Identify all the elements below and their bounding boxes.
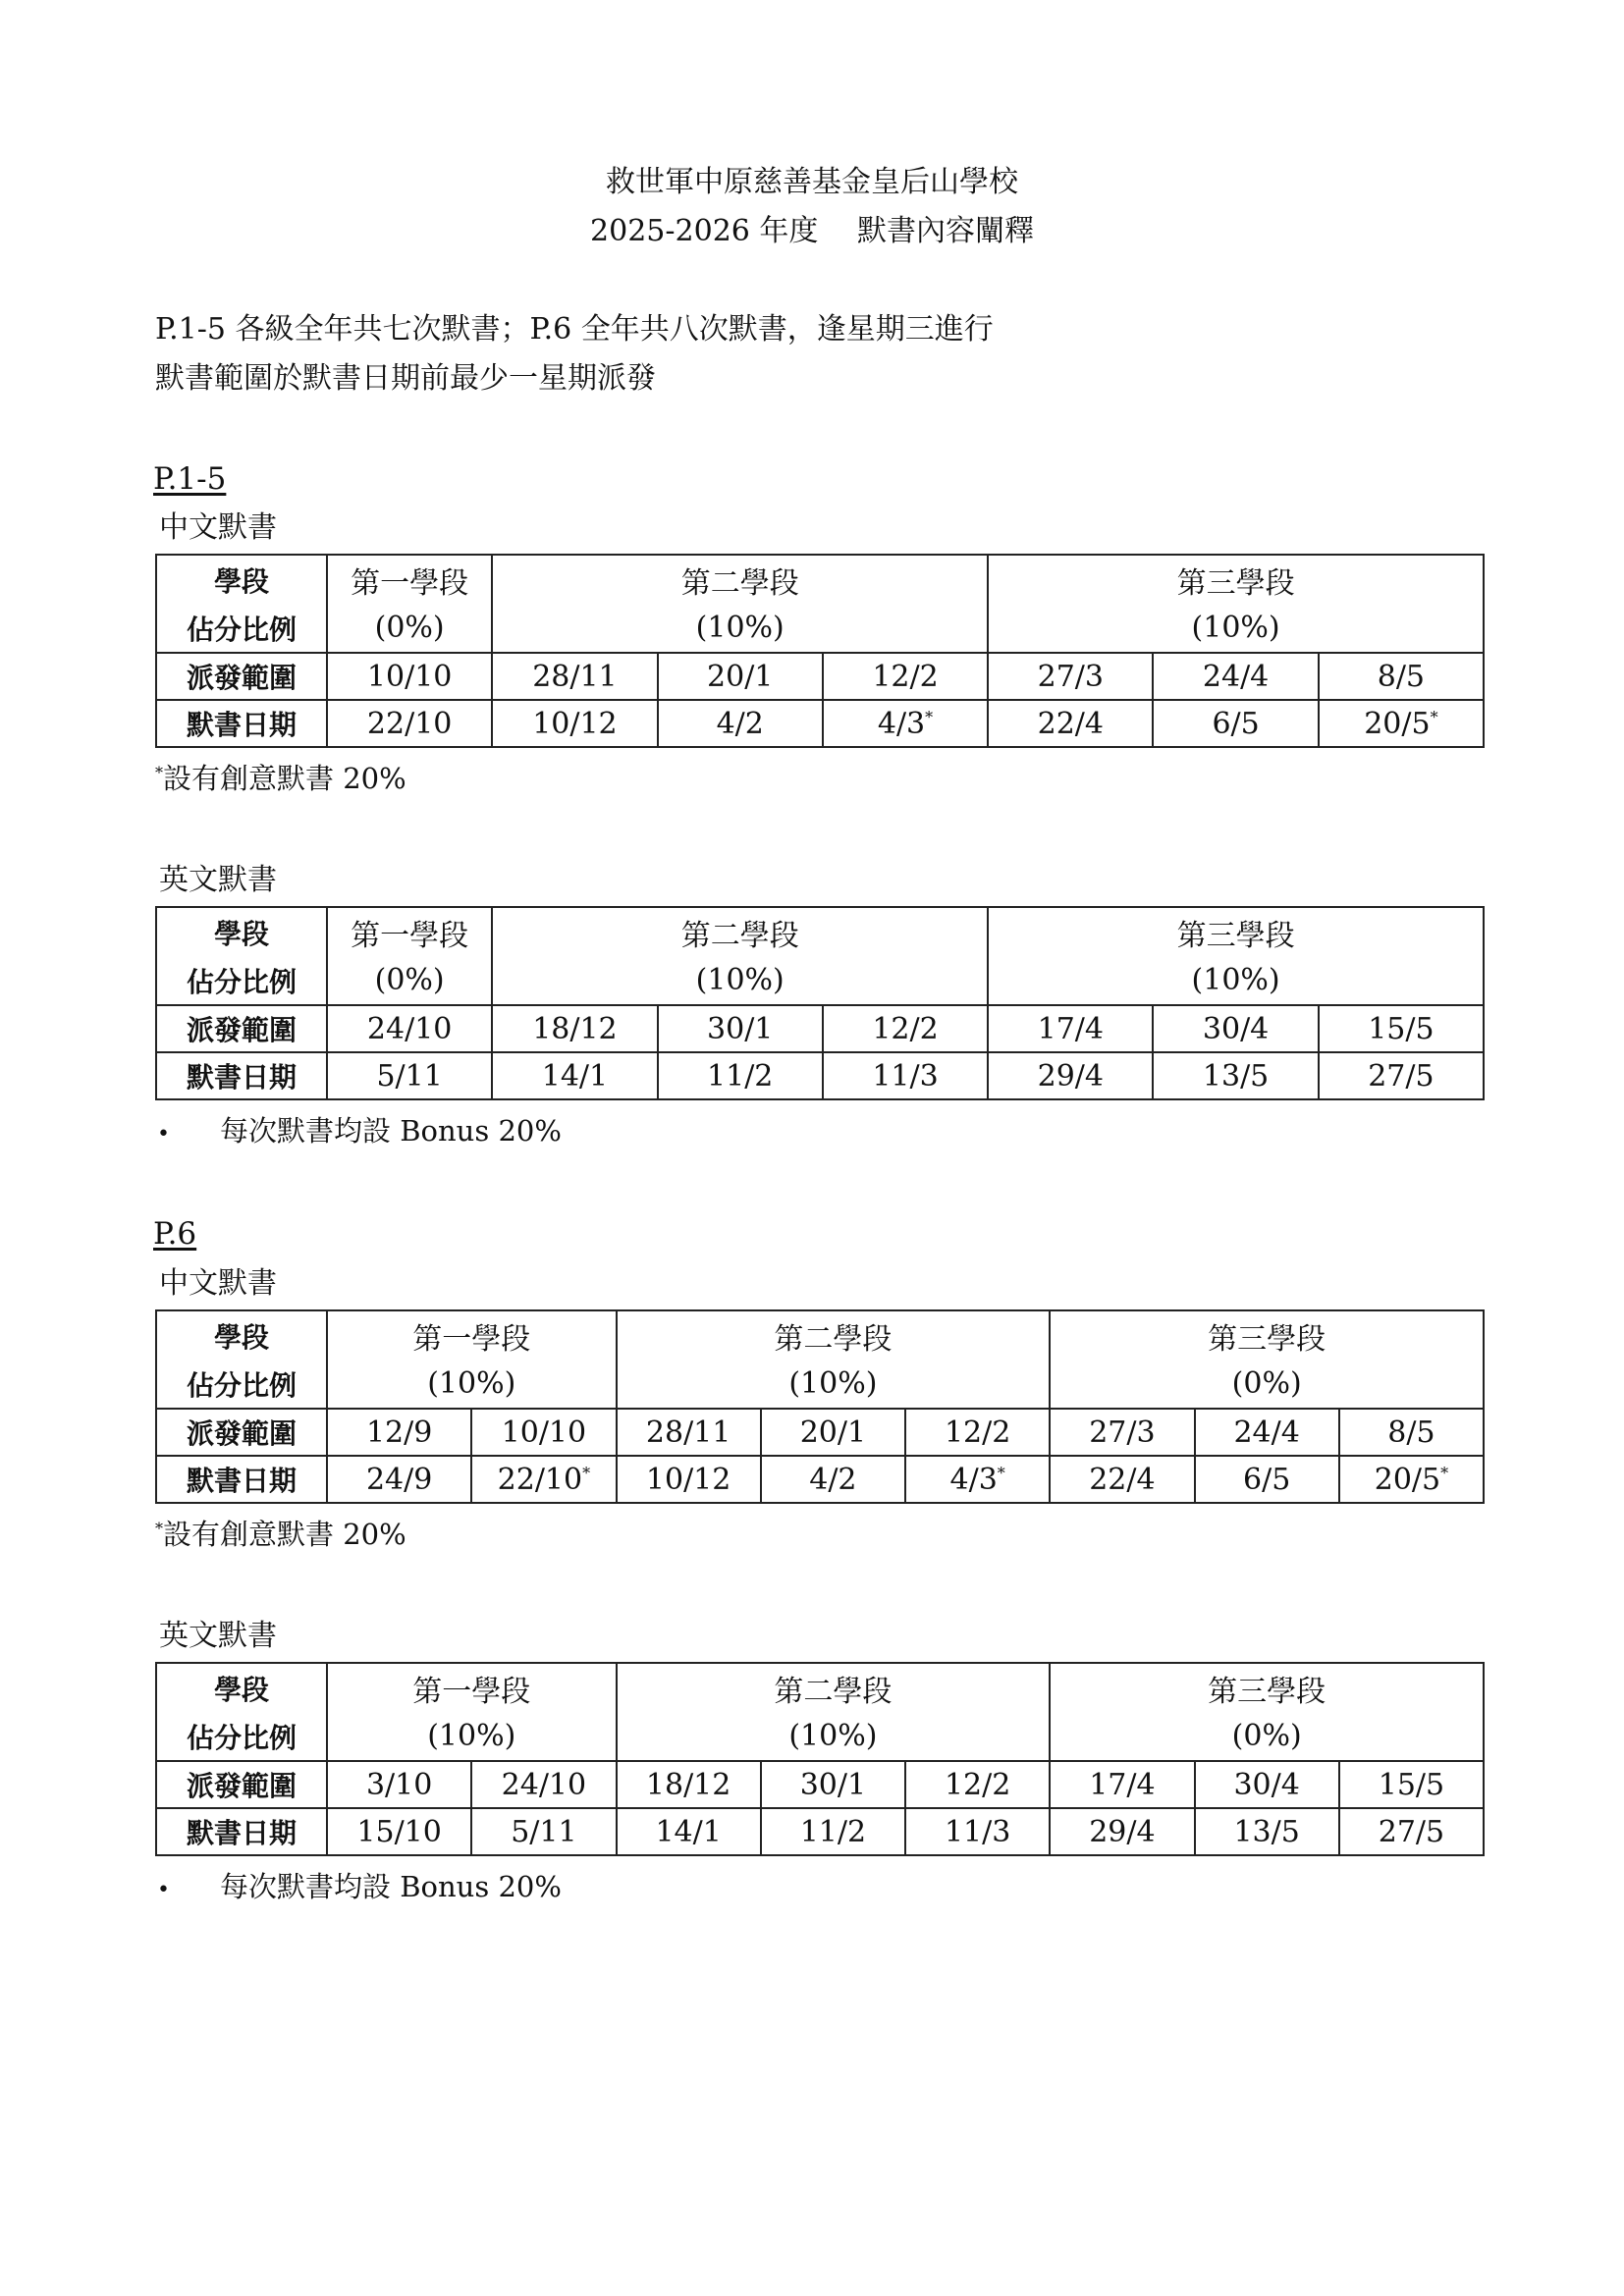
issue-date-cell: 30/1 bbox=[658, 1005, 823, 1052]
bonus-note: • 每次默書均設 Bonus 20% bbox=[157, 1867, 562, 1910]
dictation-date-cell: 13/5 bbox=[1195, 1808, 1339, 1855]
subject-heading-p6-chinese: 中文默書 bbox=[159, 1266, 277, 1301]
footnote-creative: *設有創意默書 20% bbox=[155, 1518, 406, 1551]
dictation-row bbox=[156, 1052, 1484, 1099]
term-row bbox=[156, 1663, 1484, 1712]
dictation-date-cell: 4/3* bbox=[823, 700, 988, 747]
dictation-date-cell: 4/3* bbox=[905, 1456, 1050, 1503]
dictation-date-cell: 10/12 bbox=[617, 1456, 761, 1503]
weight-row bbox=[156, 604, 1484, 653]
issue-row bbox=[156, 1005, 1484, 1052]
dictation-date-cell: 5/11 bbox=[327, 1052, 492, 1099]
term-weight: (10%) bbox=[617, 1360, 1051, 1409]
creative-marker: * bbox=[1440, 1463, 1449, 1482]
dictation-row bbox=[156, 1456, 1484, 1503]
issue-date-cell: 30/1 bbox=[761, 1761, 905, 1808]
dictation-date-cell: 24/9 bbox=[327, 1456, 471, 1503]
dictation-row bbox=[156, 700, 1484, 747]
issue-date-cell: 27/3 bbox=[1050, 1409, 1194, 1456]
subject-heading-p1-5-chinese: 中文默書 bbox=[159, 510, 277, 545]
dictation-date-cell: 10/12 bbox=[492, 700, 657, 747]
issue-date-cell: 10/10 bbox=[471, 1409, 616, 1456]
row-label-issue: 派發範圍 bbox=[156, 1761, 327, 1808]
dictation-date-cell: 4/2 bbox=[658, 700, 823, 747]
dictation-date-cell: 5/11 bbox=[471, 1808, 616, 1855]
row-label-date: 默書日期 bbox=[156, 700, 327, 747]
row-label-issue: 派發範圍 bbox=[156, 653, 327, 700]
schedule-table bbox=[155, 1309, 1485, 1504]
dictation-date-cell: 29/4 bbox=[1050, 1808, 1194, 1855]
dictation-date-cell: 11/3 bbox=[905, 1808, 1050, 1855]
issue-date-cell: 24/10 bbox=[471, 1761, 616, 1808]
term-name: 第一學段 bbox=[327, 555, 492, 604]
dictation-row bbox=[156, 1808, 1484, 1855]
dictation-date-cell: 22/10* bbox=[471, 1456, 616, 1503]
row-label-weight: 佔分比例 bbox=[156, 1360, 327, 1409]
issue-row bbox=[156, 1409, 1484, 1456]
bonus-note: • 每次默書均設 Bonus 20% bbox=[157, 1111, 562, 1154]
issue-date-cell: 30/4 bbox=[1153, 1005, 1318, 1052]
term-name: 第二學段 bbox=[617, 1663, 1051, 1712]
creative-marker: * bbox=[925, 707, 934, 726]
issue-date-cell: 24/4 bbox=[1195, 1409, 1339, 1456]
term-weight: (10%) bbox=[327, 1712, 617, 1761]
issue-row bbox=[156, 653, 1484, 700]
intro-line-1: P.1-5 各級全年共七次默書；P.6 全年共八次默書，逢星期三進行 bbox=[155, 312, 994, 347]
schedule-table bbox=[155, 554, 1485, 748]
row-label-term: 學段 bbox=[156, 907, 327, 956]
issue-date-cell: 3/10 bbox=[327, 1761, 471, 1808]
schedule-table bbox=[155, 1662, 1485, 1856]
issue-date-cell: 28/11 bbox=[617, 1409, 761, 1456]
term-name: 第一學段 bbox=[327, 907, 492, 956]
issue-date-cell: 28/11 bbox=[492, 653, 657, 700]
schedule-table bbox=[155, 906, 1485, 1100]
issue-date-cell: 12/2 bbox=[905, 1409, 1050, 1456]
term-weight: (0%) bbox=[327, 604, 492, 653]
row-label-date: 默書日期 bbox=[156, 1052, 327, 1099]
bullet-icon: • bbox=[157, 1878, 170, 1902]
issue-date-cell: 24/4 bbox=[1153, 653, 1318, 700]
term-weight: (0%) bbox=[1050, 1360, 1484, 1409]
term-weight: (0%) bbox=[327, 956, 492, 1005]
row-label-weight: 佔分比例 bbox=[156, 1712, 327, 1761]
issue-date-cell: 8/5 bbox=[1339, 1409, 1484, 1456]
dictation-date-cell: 22/4 bbox=[988, 700, 1153, 747]
dictation-date-cell: 11/3 bbox=[823, 1052, 988, 1099]
weight-row bbox=[156, 1360, 1484, 1409]
bullet-icon: • bbox=[157, 1122, 170, 1147]
term-weight: (10%) bbox=[327, 1360, 617, 1409]
dictation-date-cell: 11/2 bbox=[658, 1052, 823, 1099]
term-name: 第三學段 bbox=[988, 555, 1484, 604]
row-label-term: 學段 bbox=[156, 1310, 327, 1360]
term-name: 第二學段 bbox=[492, 555, 988, 604]
issue-date-cell: 15/5 bbox=[1319, 1005, 1484, 1052]
dictation-date-cell: 4/2 bbox=[761, 1456, 905, 1503]
issue-date-cell: 27/3 bbox=[988, 653, 1153, 700]
creative-marker: * bbox=[582, 1463, 591, 1482]
issue-date-cell: 18/12 bbox=[617, 1761, 761, 1808]
term-weight: (10%) bbox=[492, 956, 988, 1005]
dictation-date-cell: 22/4 bbox=[1050, 1456, 1194, 1503]
term-row bbox=[156, 1310, 1484, 1360]
subject-heading-p6-english: 英文默書 bbox=[159, 1619, 277, 1653]
term-row bbox=[156, 907, 1484, 956]
term-name: 第三學段 bbox=[1050, 1663, 1484, 1712]
term-weight: (10%) bbox=[492, 604, 988, 653]
issue-row bbox=[156, 1761, 1484, 1808]
dictation-date-cell: 14/1 bbox=[492, 1052, 657, 1099]
issue-date-cell: 10/10 bbox=[327, 653, 492, 700]
dictation-date-cell: 29/4 bbox=[988, 1052, 1153, 1099]
grade-heading-p6: P.6 bbox=[153, 1216, 197, 1252]
dictation-date-cell: 6/5 bbox=[1153, 700, 1318, 747]
issue-date-cell: 24/10 bbox=[327, 1005, 492, 1052]
weight-row bbox=[156, 956, 1484, 1005]
term-weight: (10%) bbox=[617, 1712, 1051, 1761]
dictation-date-cell: 14/1 bbox=[617, 1808, 761, 1855]
dictation-date-cell: 15/10 bbox=[327, 1808, 471, 1855]
term-weight: (0%) bbox=[1050, 1712, 1484, 1761]
dictation-date-cell: 27/5 bbox=[1319, 1052, 1484, 1099]
term-name: 第二學段 bbox=[492, 907, 988, 956]
row-label-weight: 佔分比例 bbox=[156, 956, 327, 1005]
issue-date-cell: 17/4 bbox=[988, 1005, 1153, 1052]
row-label-date: 默書日期 bbox=[156, 1456, 327, 1503]
issue-date-cell: 12/2 bbox=[823, 1005, 988, 1052]
dictation-date-cell: 13/5 bbox=[1153, 1052, 1318, 1099]
term-name: 第三學段 bbox=[988, 907, 1484, 956]
creative-marker: * bbox=[1430, 707, 1438, 726]
subject-heading-p1-5-english: 英文默書 bbox=[159, 863, 277, 897]
dictation-date-cell: 20/5* bbox=[1319, 700, 1484, 747]
term-name: 第二學段 bbox=[617, 1310, 1051, 1360]
term-name: 第一學段 bbox=[327, 1310, 617, 1360]
dictation-date-cell: 27/5 bbox=[1339, 1808, 1484, 1855]
term-name: 第一學段 bbox=[327, 1663, 617, 1712]
weight-row bbox=[156, 1712, 1484, 1761]
row-label-term: 學段 bbox=[156, 555, 327, 604]
creative-marker: * bbox=[997, 1463, 1005, 1482]
school-name: 救世軍中原慈善基金皇后山學校 bbox=[606, 165, 1018, 199]
term-weight: (10%) bbox=[988, 956, 1484, 1005]
issue-date-cell: 30/4 bbox=[1195, 1761, 1339, 1808]
row-label-weight: 佔分比例 bbox=[156, 604, 327, 653]
issue-date-cell: 18/12 bbox=[492, 1005, 657, 1052]
issue-date-cell: 15/5 bbox=[1339, 1761, 1484, 1808]
dictation-date-cell: 11/2 bbox=[761, 1808, 905, 1855]
term-name: 第三學段 bbox=[1050, 1310, 1484, 1360]
footnote-creative: *設有創意默書 20% bbox=[155, 762, 406, 795]
document-title: 2025-2026 年度 默書內容闡釋 bbox=[590, 214, 1034, 248]
issue-date-cell: 12/2 bbox=[905, 1761, 1050, 1808]
issue-date-cell: 8/5 bbox=[1319, 653, 1484, 700]
grade-heading-p1-5: P.1-5 bbox=[153, 461, 227, 497]
row-label-issue: 派發範圍 bbox=[156, 1409, 327, 1456]
issue-date-cell: 17/4 bbox=[1050, 1761, 1194, 1808]
intro-line-2: 默書範圍於默書日期前最少一星期派發 bbox=[155, 361, 656, 396]
row-label-issue: 派發範圍 bbox=[156, 1005, 327, 1052]
issue-date-cell: 12/2 bbox=[823, 653, 988, 700]
issue-date-cell: 20/1 bbox=[658, 653, 823, 700]
row-label-term: 學段 bbox=[156, 1663, 327, 1712]
issue-date-cell: 20/1 bbox=[761, 1409, 905, 1456]
row-label-date: 默書日期 bbox=[156, 1808, 327, 1855]
term-row bbox=[156, 555, 1484, 604]
issue-date-cell: 12/9 bbox=[327, 1409, 471, 1456]
term-weight: (10%) bbox=[988, 604, 1484, 653]
dictation-date-cell: 20/5* bbox=[1339, 1456, 1484, 1503]
dictation-date-cell: 6/5 bbox=[1195, 1456, 1339, 1503]
dictation-date-cell: 22/10 bbox=[327, 700, 492, 747]
